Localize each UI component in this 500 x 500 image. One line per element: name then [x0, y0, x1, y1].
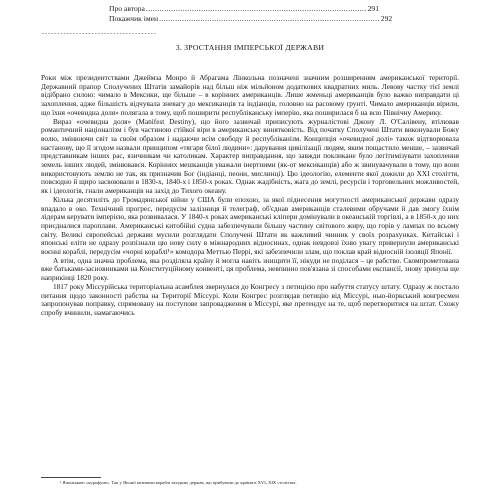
footnote-divider — [41, 477, 101, 478]
chapter-heading: 3. ЗРОСТАННЯ ІМПЕРСЬКОЇ ДЕРЖАВИ — [175, 43, 325, 52]
toc-entry-label: Покажчик імен — [109, 14, 159, 23]
footnote: ¹ Японською «курофуне». Так у Японії називали кораблі західних держав, що прибували до країни в XVI–XIX століттях. — [60, 480, 297, 485]
body-paragraph: Кілька десятиліть до Громадянської війни у США були епохою, за якої піднесення могутності американської держави одразу впадало в око. Технічний прогрес, передусім залізниця й телеграф, об'єднав американців сталевими обручами й дав змогу їхнім лідерам керувати імперією, яка розвивалася. У 1840-х роках американські кліпери домінували в океанській торгівлі, а в 1850-х до них приєдналися пароплави. Американські китобійні судна забезпечували більшу частину світового жиру, що горів у лампах по всьому світу. Великі європейські держави мусили розглядати Сполучені Штати як важливий чинник у своїх розрахунках. Китайські і японські еліти не одразу розпізнали цю нову силу в міжнародних відносинах, однак невдовзі їхню увагу привернули американські воєнні кораблі, передусім «чорні кораблі¹» комодора Меттью Перрі, які забезпечили злам, що поклав край відносній ізоляції Японії. — [41, 194, 459, 257]
toc-leader-dots: ................................................................................................ — [159, 14, 380, 23]
body-paragraph: А втім, одна значна проблема, яка розділяла країну й могла навіть знищити її, нікуди не поділася – це рабство. Скомпрометована вже батьками-засновниками на Конституційному конвенті, ця проблема, невпинно пов'язана зі способами експансії, знову зринула ще наприкінці 1820 року. — [41, 255, 459, 283]
toc-entry[interactable] — [109, 14, 393, 24]
toc-leader-dots: ................................................................................................ — [145, 4, 367, 13]
body-paragraph: Вираз «очевидна доля» (Manifest Destiny), що його зазвичай приписують журналістові Джону Л. О'Салівену, втілював романтичний націоналізм і був частиною стійкої віри в американську винятковість. Від початку Сполучені Штати виконували Божу волю, змінюючи світ за своїм образом і надаючи всім свободу й республіканізм. Концепція «очевидної долі» також відтворювала настанову, що її згодом назвали принципом «тягаря білої людини»: дарування цивілізації людям, яким пощастило менше, – зазвичай представникам інших рас, язичникам чи католикам. Характер виправдання, що завжди покликане було легітимізувати захоплення земель інших людей, змінювався. Корінних мешканців уважали інертними (як-от мексиканців) або ж звинувачували в тому, що вони використовують землю не так, як призначив Бог (індіанці, пеони, мислинці). Цю ідеологію, елементи якої дожили до ХХІ століття, повсюдно й щиро засвоювали в 1830-х, 1840-х і 1850-х роках. Однак жадібність, жага до землі, ресурсів і торговельних можливостей, як і ідеологія, гнали американців на захід до Тихого океану. — [41, 116, 459, 196]
section-divider: ------------------------------------- — [41, 30, 157, 37]
toc-entry[interactable] — [109, 4, 379, 14]
toc-entry-page: 292 — [380, 14, 393, 23]
body-paragraph: Роки між президентствами Джеймза Монро й Абрагама Лінкольна позначені значним розширенням американської території. Державний прапор Сполучених Штатів замайорів над більш ніж мільйоном додаткових квадратних миль. Левову частку тієї землі відібрано силою: чимало в Мексики, ще більше – в корінних американців. Лише жменьці американців було важко виправдати ці захоплення, адже більшість відчувала зневагу до мексиканців та індіанців, головно на расовому ґрунті. Чимало американців вірили, що їхня «очевидна доля» полягала в тому, щоб поширити республіканську імперію, яка поширилася б на всю Північну Америку. — [41, 73, 459, 117]
toc-entry-label: Про автора — [109, 4, 145, 13]
body-paragraph: 1817 року Міссурійська територіальна асамблея звернулася до Конгресу з петицією про набуття статусу штату. Одразу ж постало питання щодо законності рабства на Території Міссурі. Коли Конгрес розглядав петицію від Міссурі, нью-йоркський конгресмен запропонував поправку, спрямовану на поступове запровадження в Міссурі, яке претендує на те, щоб перетворитися на штат. Схожу спробу вчинили, намагаючись — [41, 281, 459, 317]
toc-entry-page: 291 — [367, 4, 379, 13]
table-of-contents — [109, 4, 393, 24]
